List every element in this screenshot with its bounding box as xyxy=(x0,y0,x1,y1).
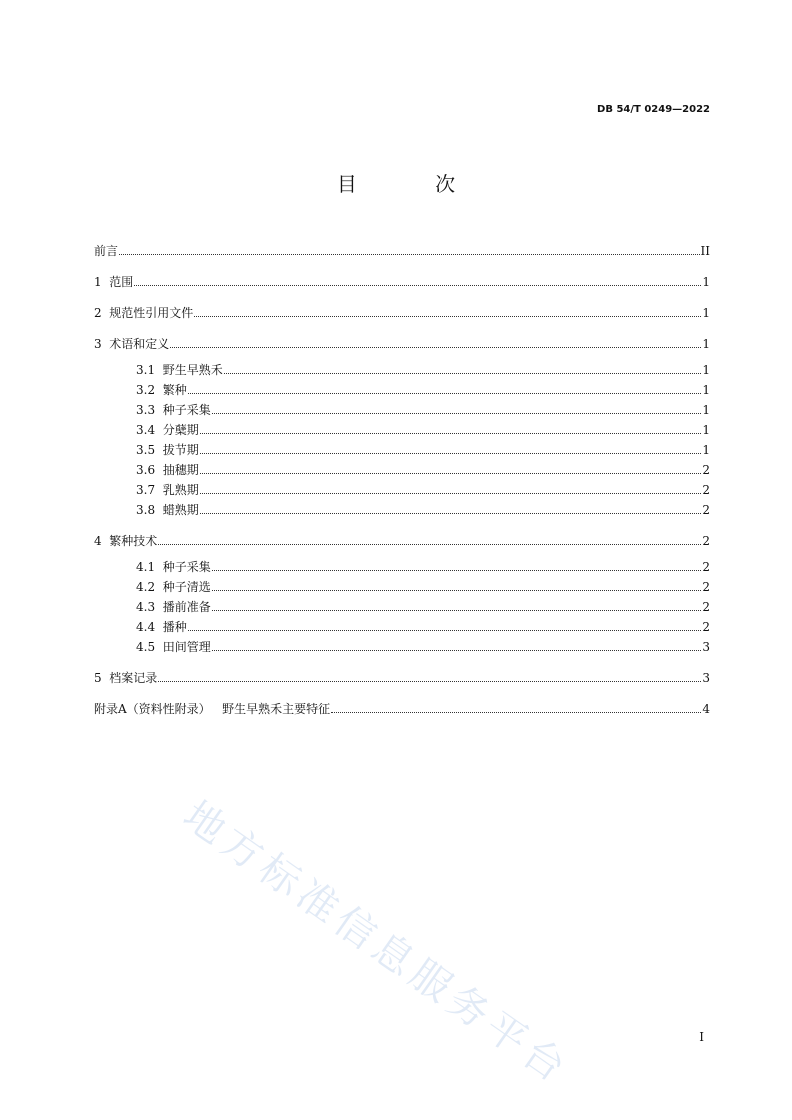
toc-label: 繁种技术 xyxy=(109,534,158,548)
toc-label: 种子清选 xyxy=(162,580,211,594)
toc-label: 乳熟期 xyxy=(162,483,199,497)
toc-label: 范围 xyxy=(109,275,134,289)
toc-number: 3.8 xyxy=(136,503,163,517)
toc-label: 播种 xyxy=(162,620,187,634)
toc-leader xyxy=(212,650,702,651)
toc-page: 2 xyxy=(702,534,710,548)
toc-label: 前言 xyxy=(94,244,119,258)
toc-page: 1 xyxy=(702,337,710,351)
toc-entry[interactable] xyxy=(94,528,710,548)
toc-page: 2 xyxy=(702,483,710,497)
toc-label: 抽穗期 xyxy=(162,463,199,477)
toc-entry[interactable] xyxy=(136,554,710,574)
standard-code: DB 54/T 0249—2022 xyxy=(597,104,710,115)
toc-number: 3.3 xyxy=(136,403,163,417)
toc-label: 档案记录 xyxy=(109,671,158,685)
toc-leader xyxy=(188,630,702,631)
toc-label: 附录A（资料性附录） 野生早熟禾主要特征 xyxy=(94,702,331,716)
toc-number: 5 xyxy=(94,671,110,685)
toc-page: 1 xyxy=(702,306,710,320)
toc-leader xyxy=(200,473,702,474)
toc-leader xyxy=(200,493,702,494)
toc-label: 种子采集 xyxy=(162,403,211,417)
toc-page: 1 xyxy=(702,423,710,437)
toc-entry[interactable] xyxy=(94,331,710,351)
toc-entry[interactable] xyxy=(136,477,710,497)
toc-entry[interactable] xyxy=(94,269,710,289)
toc-page: 2 xyxy=(702,560,710,574)
toc-label: 繁种 xyxy=(162,383,187,397)
toc-number: 4.3 xyxy=(136,600,163,614)
toc-label: 蜡熟期 xyxy=(162,503,199,517)
toc-leader xyxy=(212,590,702,591)
toc-page: 1 xyxy=(702,403,710,417)
toc-number: 3 xyxy=(94,337,110,351)
toc-leader xyxy=(212,413,702,414)
toc-label: 分蘖期 xyxy=(162,423,199,437)
toc-leader xyxy=(158,681,701,682)
toc-number: 3.6 xyxy=(136,463,163,477)
toc-label: 播前准备 xyxy=(162,600,211,614)
toc-number: 3.2 xyxy=(136,383,163,397)
toc-page: 2 xyxy=(702,600,710,614)
toc-leader xyxy=(194,316,701,317)
toc-label: 种子采集 xyxy=(162,560,211,574)
toc-leader xyxy=(119,254,700,255)
toc-entry[interactable] xyxy=(136,634,710,654)
toc-label: 野生早熟禾 xyxy=(162,363,223,377)
toc-page: 1 xyxy=(702,383,710,397)
toc-page: 3 xyxy=(702,671,710,685)
toc-page: 2 xyxy=(702,620,710,634)
toc-number: 3.4 xyxy=(136,423,163,437)
toc-page: II xyxy=(700,244,710,258)
toc-entry[interactable] xyxy=(94,238,710,258)
toc-entry[interactable] xyxy=(136,357,710,377)
toc-leader xyxy=(170,347,701,348)
toc-number: 2 xyxy=(94,306,110,320)
toc-entry[interactable] xyxy=(136,417,710,437)
toc-entry[interactable] xyxy=(136,614,710,634)
toc-page: 1 xyxy=(702,363,710,377)
toc-entry[interactable] xyxy=(94,696,710,716)
toc-leader xyxy=(331,712,701,713)
toc-number: 1 xyxy=(94,275,110,289)
toc-entry[interactable] xyxy=(136,497,710,517)
toc-leader xyxy=(158,544,701,545)
page-title: 目 次 xyxy=(336,172,492,196)
toc-page: 3 xyxy=(702,640,710,654)
toc-entry[interactable] xyxy=(136,397,710,417)
toc-entry[interactable] xyxy=(94,665,710,685)
toc-leader xyxy=(134,285,701,286)
toc-number: 4.1 xyxy=(136,560,163,574)
toc-entry[interactable] xyxy=(136,377,710,397)
toc-entry[interactable] xyxy=(136,574,710,594)
toc-entry[interactable] xyxy=(136,437,710,457)
toc-page: 2 xyxy=(702,580,710,594)
toc-page: 1 xyxy=(702,275,710,289)
toc-page: 4 xyxy=(702,702,710,716)
toc-leader xyxy=(200,433,702,434)
toc-label: 规范性引用文件 xyxy=(109,306,194,320)
toc-leader xyxy=(212,570,702,571)
toc-number: 3.7 xyxy=(136,483,163,497)
toc-number: 3.5 xyxy=(136,443,163,457)
watermark: 地方标准信息服务平台 xyxy=(174,792,578,1095)
toc-page: 1 xyxy=(702,443,710,457)
toc-leader xyxy=(200,453,702,454)
toc-entry[interactable] xyxy=(94,300,710,320)
toc-entry[interactable] xyxy=(136,594,710,614)
toc-leader xyxy=(212,610,702,611)
toc-leader xyxy=(224,373,702,374)
toc-number: 3.1 xyxy=(136,363,163,377)
toc-label: 拔节期 xyxy=(162,443,199,457)
toc-page: 2 xyxy=(702,503,710,517)
toc-number: 4.5 xyxy=(136,640,163,654)
toc-label: 田间管理 xyxy=(162,640,211,654)
toc-leader xyxy=(188,393,702,394)
toc-page: 2 xyxy=(702,463,710,477)
toc-number: 4.2 xyxy=(136,580,163,594)
toc-leader xyxy=(200,513,702,514)
toc-entry[interactable] xyxy=(136,457,710,477)
toc-number: 4 xyxy=(94,534,110,548)
toc-number: 4.4 xyxy=(136,620,163,634)
page-number: I xyxy=(699,1030,704,1044)
toc-label: 术语和定义 xyxy=(109,337,170,351)
